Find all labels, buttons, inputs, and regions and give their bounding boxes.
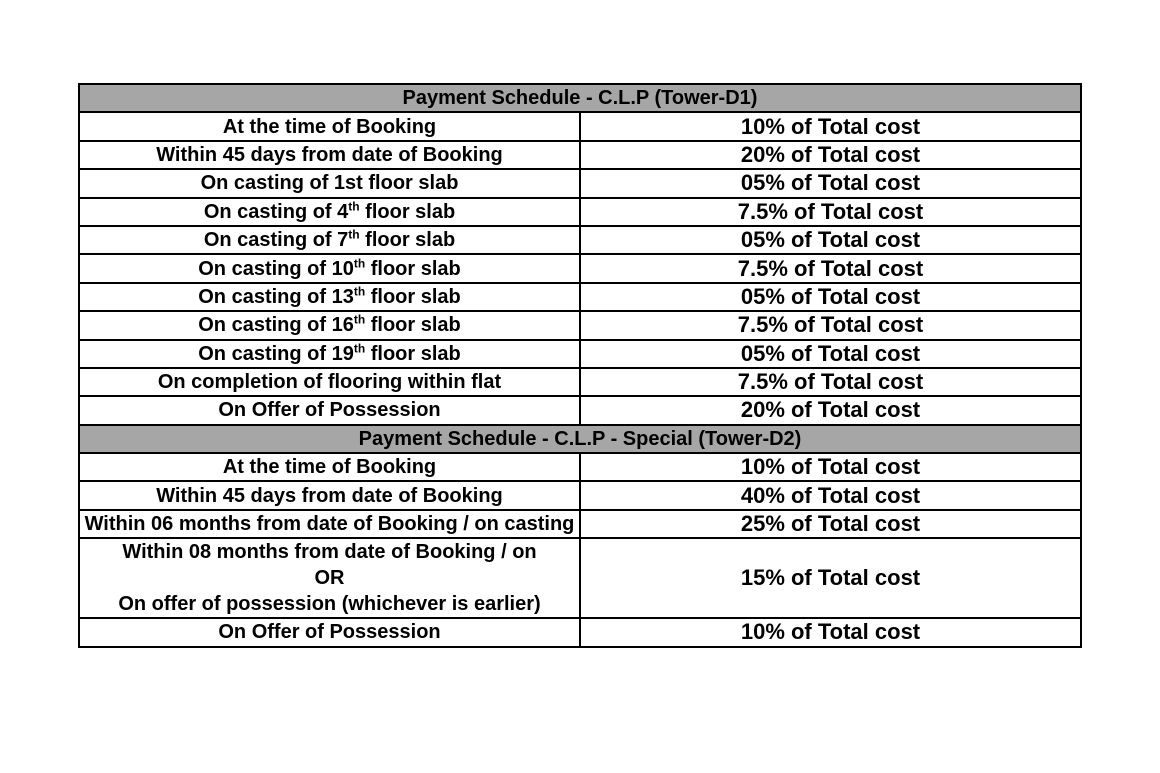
payment-cell: 20% of Total cost xyxy=(580,141,1081,169)
stage-line: Within 08 months from date of Booking / on xyxy=(122,541,537,564)
payment-cell: 10% of Total cost xyxy=(580,453,1081,481)
section-title-tower-d2: Payment Schedule - C.L.P - Special (Tower-D2) xyxy=(79,425,1081,453)
table-row xyxy=(79,368,1081,396)
stage-line: OR xyxy=(314,567,345,590)
payment-schedule-table xyxy=(78,83,1082,648)
stage-text-end: floor slab xyxy=(365,257,461,280)
stage-cell xyxy=(79,226,580,254)
table-row xyxy=(79,538,1081,618)
payment-cell: 05% of Total cost xyxy=(580,226,1081,254)
table-row xyxy=(79,141,1081,169)
payment-cell: 10% of Total cost xyxy=(580,112,1081,140)
stage-cell xyxy=(79,283,580,311)
section-title-tower-d1: Payment Schedule - C.L.P (Tower-D1) xyxy=(79,84,1081,112)
table-row xyxy=(79,169,1081,197)
stage-cell: On Offer of Possession xyxy=(79,618,580,646)
table-row xyxy=(79,112,1081,140)
stage-text: On casting of 16 xyxy=(198,314,354,337)
payment-cell: 40% of Total cost xyxy=(580,481,1081,509)
stage-cell: On completion of flooring within flat xyxy=(79,368,580,396)
stage-text: On casting of 19 xyxy=(198,342,354,365)
payment-cell: 05% of Total cost xyxy=(580,283,1081,311)
stage-cell: On casting of 1st floor slab xyxy=(79,169,580,197)
payment-cell: 20% of Total cost xyxy=(580,396,1081,424)
payment-cell: 05% of Total cost xyxy=(580,340,1081,368)
payment-cell: 25% of Total cost xyxy=(580,510,1081,538)
stage-text-end: floor slab xyxy=(365,314,461,337)
ordinal-suffix: th xyxy=(348,227,360,242)
table-row xyxy=(79,226,1081,254)
stage-cell: Within 45 days from date of Booking xyxy=(79,481,580,509)
section-header-row xyxy=(79,425,1081,453)
stage-cell: On Offer of Possession xyxy=(79,396,580,424)
stage-text-end: floor slab xyxy=(359,229,456,252)
stage-text: On casting of 13 xyxy=(198,285,354,308)
table-row xyxy=(79,396,1081,424)
ordinal-suffix: th xyxy=(353,341,366,356)
table-row xyxy=(79,283,1081,311)
stage-cell xyxy=(79,311,580,339)
table-row xyxy=(79,481,1081,509)
stage-cell-multiline xyxy=(79,538,580,618)
stage-text: On casting of 10 xyxy=(198,257,354,280)
payment-cell: 05% of Total cost xyxy=(580,169,1081,197)
stage-cell: At the time of Booking xyxy=(79,112,580,140)
stage-line: On offer of possession (whichever is earlier) xyxy=(118,593,541,616)
stage-text: On casting of 7 xyxy=(203,229,349,252)
stage-cell: Within 06 months from date of Booking / on casting xyxy=(79,510,580,538)
stage-cell: At the time of Booking xyxy=(79,453,580,481)
table-row xyxy=(79,618,1081,646)
stage-text-end: floor slab xyxy=(359,200,456,223)
payment-cell: 7.5% of Total cost xyxy=(580,198,1081,226)
stage-cell xyxy=(79,254,580,282)
stage-cell: Within 45 days from date of Booking xyxy=(79,141,580,169)
section-header-row xyxy=(79,84,1081,112)
ordinal-suffix: th xyxy=(353,284,366,299)
payment-cell: 7.5% of Total cost xyxy=(580,254,1081,282)
stage-text: On casting of 4 xyxy=(203,200,349,223)
table-row xyxy=(79,198,1081,226)
stage-text-end: floor slab xyxy=(365,342,461,365)
payment-cell: 15% of Total cost xyxy=(580,538,1081,618)
ordinal-suffix: th xyxy=(353,255,366,270)
payment-cell: 7.5% of Total cost xyxy=(580,311,1081,339)
ordinal-suffix: th xyxy=(348,199,360,214)
table-row xyxy=(79,453,1081,481)
table-row xyxy=(79,340,1081,368)
stage-cell xyxy=(79,340,580,368)
payment-cell: 7.5% of Total cost xyxy=(580,368,1081,396)
table-row xyxy=(79,254,1081,282)
stage-text-end: floor slab xyxy=(365,285,461,308)
stage-cell xyxy=(79,198,580,226)
table-row xyxy=(79,311,1081,339)
table-row xyxy=(79,510,1081,538)
ordinal-suffix: th xyxy=(353,312,366,327)
payment-cell: 10% of Total cost xyxy=(580,618,1081,646)
